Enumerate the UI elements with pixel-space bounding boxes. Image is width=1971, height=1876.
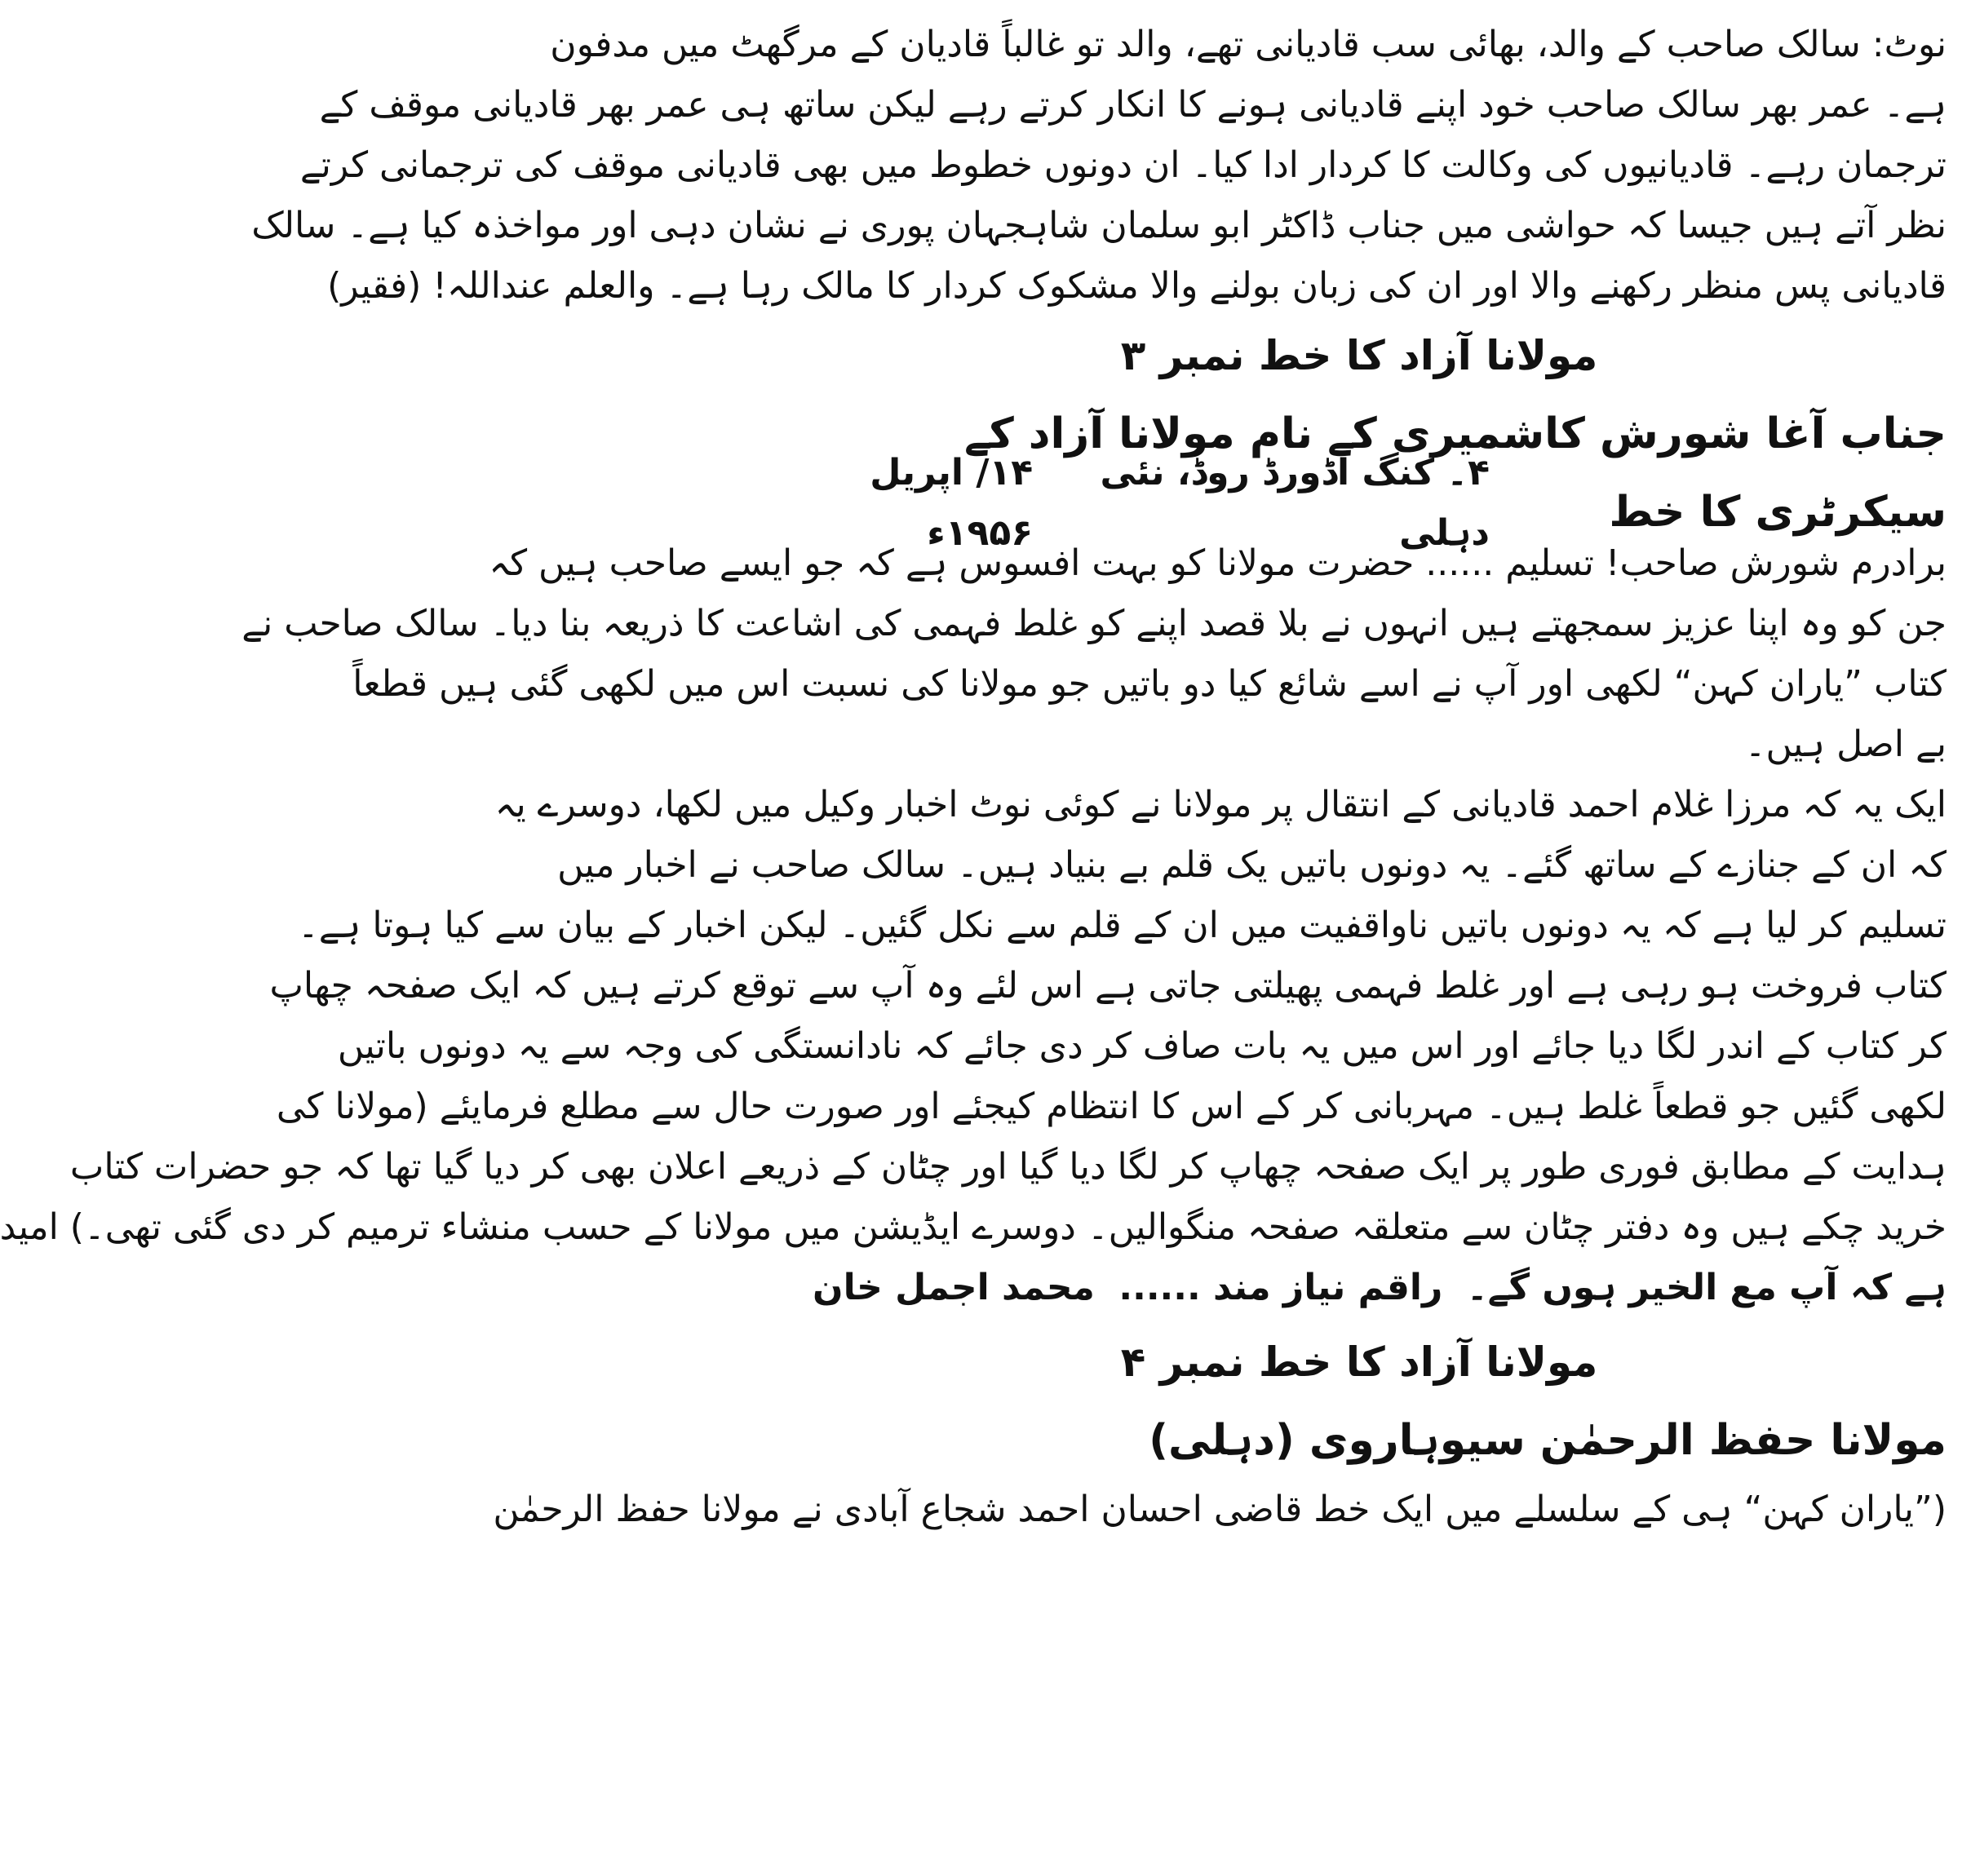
letter-line-12: خرید چکے ہیں وہ دفتر چٹان سے متعلقہ صفحہ منگوالیں۔ دوسرے ایڈیشن میں مولانا کے حسب منشاء ترمیم کر دی گئی تھی۔) امید bbox=[0, 1206, 1947, 1248]
letter-line-1: برادرم شورش صاحب! تسلیم ...... حضرت مولانا کو بہت افسوس ہے کہ جو ایسے صاحب ہیں کہ bbox=[489, 542, 1947, 584]
letter-line-11: ہدایت کے مطابق فوری طور پر ایک صفحہ چھاپ کر لگا دیا گیا اور چٹان کے ذریعے اعلان بھی کر دیا گیا تھا کہ جو حضرات کتاب bbox=[69, 1146, 1947, 1188]
letter-line-9: کر کتاب کے اندر لگا دیا جائے اور اس میں یہ بات صاف کر دی جائے کہ نادانستگی کی وجہ سے یہ دونوں باتیں bbox=[337, 1025, 1947, 1067]
letter-3-heading: مولانا آزاد کا خط نمبر ۳ bbox=[1120, 332, 1598, 379]
letter-line-3: کتاب ”یاران کہن“ لکھی اور آپ نے اسے شائع کیا دو باتیں جو مولانا کی نسبت اس میں لکھی گئی ہیں قطعاً bbox=[352, 663, 1947, 705]
letter-3-closing: ہے کہ آپ مع الخیر ہوں گے۔ bbox=[1466, 1267, 1947, 1308]
letter-4-heading: مولانا آزاد کا خط نمبر ۴ bbox=[1120, 1338, 1598, 1386]
note-paragraph bbox=[251, 15, 1947, 316]
letter-line-2: جن کو وہ اپنا عزیز سمجھتے ہیں انہوں نے بلا قصد اپنے کو غلط فہمی کی اشاعت کا ذریعہ بنا دیا۔ سالک صاحب نے bbox=[241, 603, 1947, 644]
note-line-5: قادیانی پس منظر رکھنے والا اور ان کی زبان بولنے والا مشکوک کردار کا مالک رہا ہے۔ والعلم عنداللہ! (فقیر) bbox=[327, 265, 1947, 307]
note-line-2: ہے۔ عمر بھر سالک صاحب خود اپنے قادیانی ہونے کا انکار کرتے رہے لیکن ساتھ ہی عمر بھر قادیانی موقف کے bbox=[319, 84, 1947, 126]
letter-3-body bbox=[0, 533, 1947, 1258]
letter-3-date: ۱۴/ اپریل ۱۹۵۶ء bbox=[870, 452, 1034, 554]
letter-3-subheading: جناب آغا شورش کاشمیری کے نام مولانا آزاد کے سیکرٹری کا خط bbox=[963, 409, 1947, 537]
letter-3-signature-line bbox=[772, 1258, 1947, 1318]
letter-4-intro-line: (”یاران کہن“ ہی کے سلسلے میں ایک خط قاضی احسان احمد شجاع آبادی نے مولانا حفظ الرحمٰن bbox=[493, 1489, 1947, 1530]
letter-line-6: کہ ان کے جنازے کے ساتھ گئے۔ یہ دونوں باتیں یک قلم بے بنیاد ہیں۔ سالک صاحب نے اخبار میں bbox=[557, 844, 1947, 886]
letter-3-signoff: راقم نیاز مند ...... bbox=[1118, 1267, 1443, 1308]
letter-line-4: بے اصل ہیں۔ bbox=[1744, 723, 1947, 765]
letter-line-8: کتاب فروخت ہو رہی ہے اور غلط فہمی پھیلتی جاتی ہے اس لئے وہ آپ سے توقع کرتے ہیں کہ ایک صفحہ چھاپ bbox=[269, 965, 1947, 1007]
letter-line-7: تسلیم کر لیا ہے کہ یہ دونوں باتیں ناواقفیت میں ان کے قلم سے نکل گئیں۔ لیکن اخبار کے بیان سے کیا ہوتا ہے۔ bbox=[297, 905, 1947, 946]
note-line-4: نظر آتے ہیں جیسا کہ حواشی میں جناب ڈاکٹر ابو سلمان شاہجہان پوری نے نشان دہی اور مواخذہ کیا ہے۔ سالک bbox=[251, 205, 1947, 246]
note-line-3: ترجمان رہے۔ قادیانیوں کی وکالت کا کردار ادا کیا۔ ان دونوں خطوط میں بھی قادیانی موقف کی ترجمانی کرتے bbox=[299, 144, 1947, 186]
letter-4-subheading: مولانا حفظ الرحمٰن سیوہاروی (دہلی) bbox=[1149, 1416, 1947, 1465]
note-line-1: نوٹ: سالک صاحب کے والد، بھائی سب قادیانی تھے، والد تو غالباً قادیان کے مرگھٹ میں مدفون bbox=[550, 24, 1947, 65]
letter-3-address: ۴۔ کنگ اڈورڈ روڈ، نئی دہلی bbox=[1100, 452, 1490, 554]
letter-3-signer: محمد اجمل خان bbox=[813, 1267, 1095, 1308]
letter-line-10: لکھی گئیں جو قطعاً غلط ہیں۔ مہربانی کر کے اس کا انتظام کیجئے اور صورت حال سے مطلع فرمایئے (مولانا کی bbox=[276, 1086, 1947, 1127]
letter-line-5: ایک یہ کہ مرزا غلام احمد قادیانی کے انتقال پر مولانا نے کوئی نوٹ اخبار وکیل میں لکھا، دوسرے یہ bbox=[494, 784, 1947, 825]
